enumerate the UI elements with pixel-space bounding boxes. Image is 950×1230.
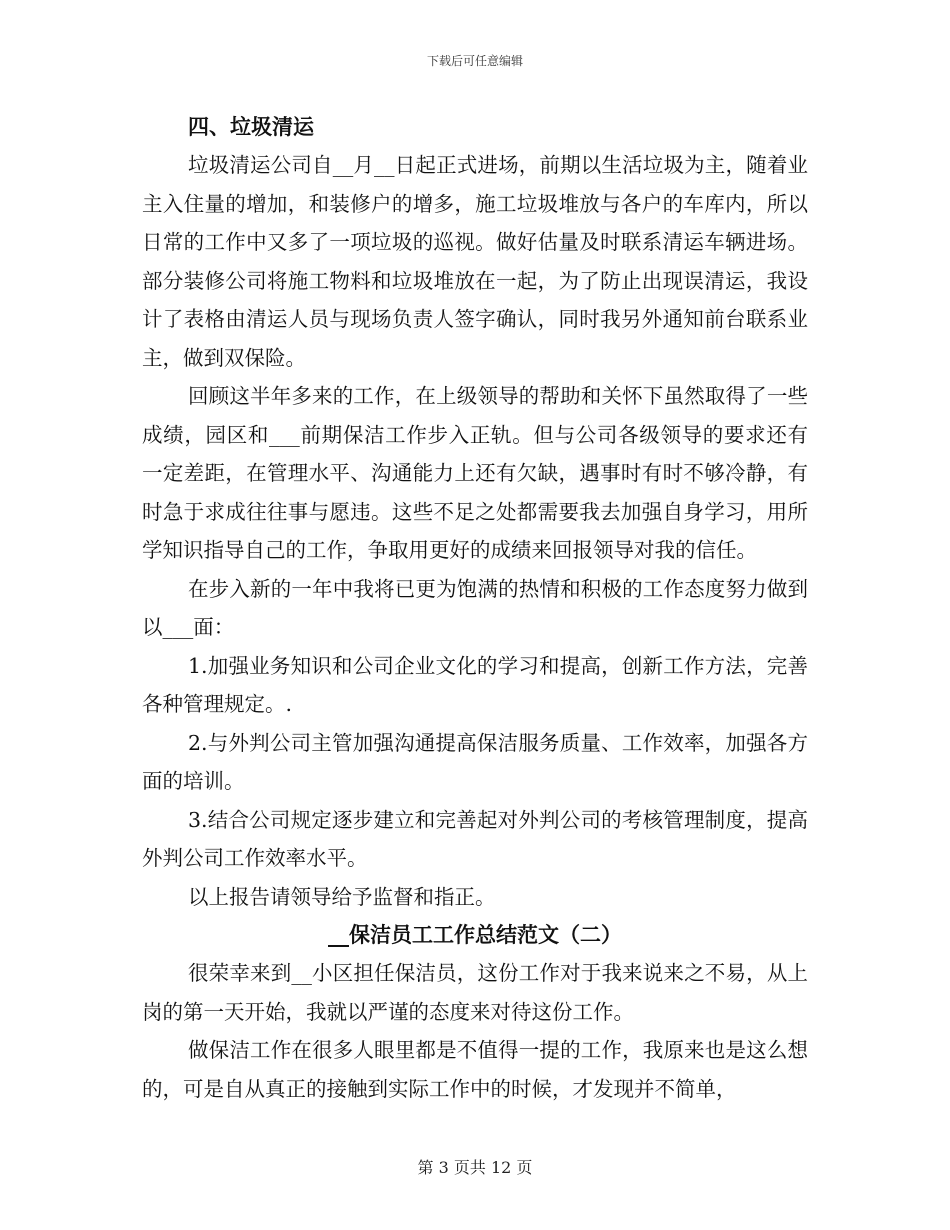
- paragraph: 以上报告请领导给予监督和指正。: [188, 884, 496, 909]
- paragraph: 在步入新的一年中我将已更为饱满的热情和积极的工作态度努力做到以___面：: [142, 576, 808, 639]
- paragraph: 很荣幸来到__小区担任保洁员，这份工作对于我来说来之不易，从上岗的第一天开始，我就以严谨的态度来对待这份工作。: [142, 961, 808, 1024]
- list-item: 1.加强业务知识和公司企业文化的学习和提高，创新工作方法，完善各种管理规定。.: [142, 653, 808, 716]
- section-title: __保洁员工工作总结范文（二）: [328, 922, 622, 947]
- paragraph: 回顾这半年多来的工作，在上级领导的帮助和关怀下虽然取得了一些成绩，园区和___前期保洁工作步入正轨。但与公司各级领导的要求还有一定差距，在管理水平、沟通能力上还有欠缺，遇事时有时不够冷静，有时急于求成往往事与愿违。这些不足之处都需要我去加强自身学习，用所学知识指导自己的工作，争取用更好的成绩来回报领导对我的信任。: [142, 384, 808, 562]
- list-item: 2.与外判公司主管加强沟通提高保洁服务质量、工作效率，加强各方面的培训。: [142, 730, 808, 793]
- section-heading: 四、垃圾清运: [188, 114, 314, 139]
- paragraph: 垃圾清运公司自__月__日起正式进场，前期以生活垃圾为主，随着业主入住量的增加，和装修户的增多，施工垃圾堆放与各户的车库内，所以日常的工作中又多了一项垃圾的巡视。做好估量及时联系清运车辆进场。部分装修公司将施工物料和垃圾堆放在一起，为了防止出现误清运，我设计了表格由清运人员与现场负责人签字确认，同时我另外通知前台联系业主，做到双保险。: [142, 153, 808, 370]
- page-number: 第 3 页共 12 页: [417, 1158, 533, 1177]
- list-item: 3.结合公司规定逐步建立和完善起对外判公司的考核管理制度，提高外判公司工作效率水平。: [142, 807, 808, 870]
- document-body: [142, 108, 808, 1108]
- page-header-note: 下载后可任意编辑: [426, 54, 523, 68]
- paragraph: 做保洁工作在很多人眼里都是不值得一提的工作，我原来也是这么想的，可是自从真正的接触到实际工作中的时候，才发现并不简单，: [142, 1038, 808, 1101]
